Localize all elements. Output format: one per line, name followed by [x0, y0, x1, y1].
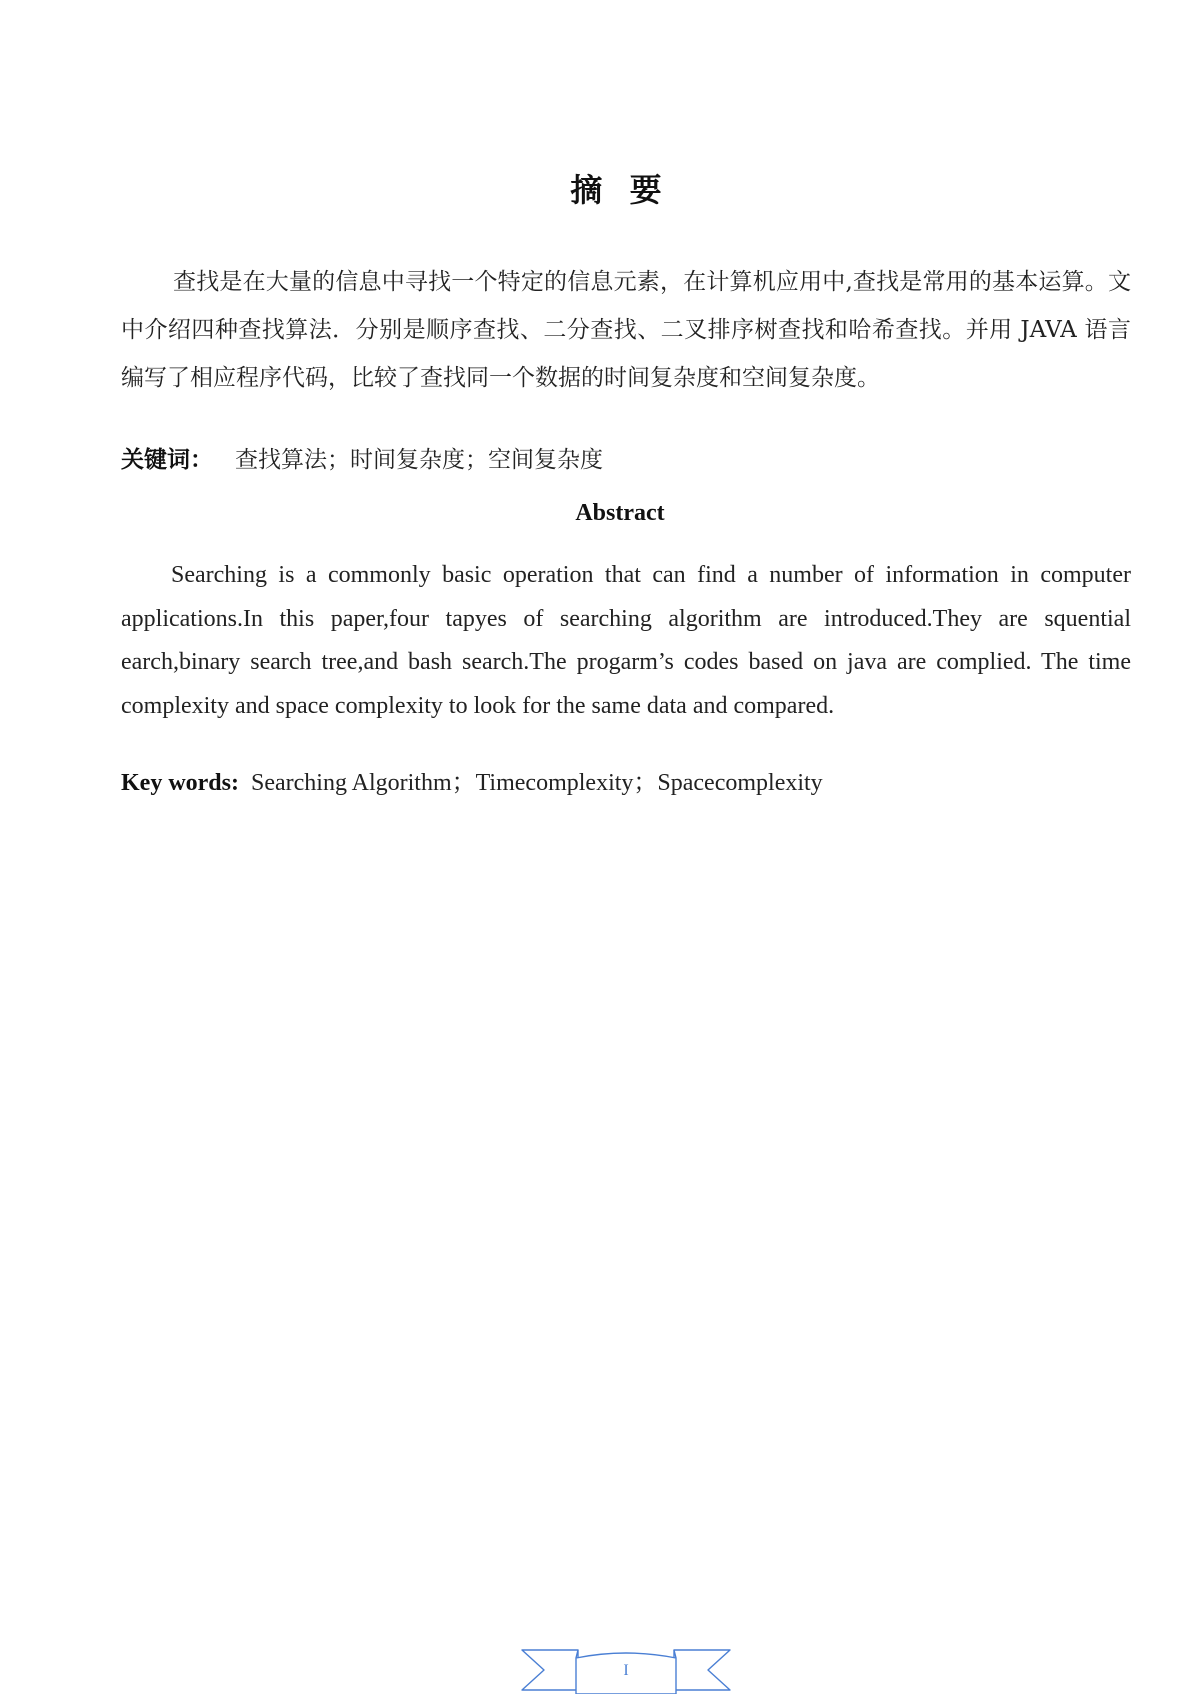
chinese-keywords-label: 关键词： — [121, 447, 213, 473]
chinese-abstract-title: 摘 要 — [570, 171, 670, 209]
chinese-keywords — [121, 441, 603, 474]
page-number: I — [623, 1662, 629, 1679]
english-keywords — [121, 762, 823, 797]
english-abstract-body: Searching is a commonly basic operation that can find a number of information in computer applications.In this paper,four tapyes of searching algorithm are introduced.They are squential earch,binary search tree,and bash search.The progarm’s codes based on java are complied. The time complexity and space complexity to look for the same data and compared. — [121, 562, 1131, 719]
english-keywords-label: Key words: — [121, 770, 239, 796]
chinese-keywords-list: 查找算法；时间复杂度；空间复杂度 — [235, 447, 603, 473]
english-keywords-list: Searching Algorithm；Timecomplexity；Spacecomplexity — [250, 770, 823, 796]
page-number-ribbon — [520, 1646, 732, 1694]
chinese-abstract-body: 查找是在大量的信息中寻找一个特定的信息元素，在计算机应用中,查找是常用的基本运算。文中介绍四种查找算法．分别是顺序查找、二分查找、二叉排序树查找和哈希查找。并用 JAVA 语言编写了相应程序代码，比较了查找同一个数据的时间复杂度和空间复杂度。 — [121, 269, 1131, 391]
english-abstract-title: Abstract — [575, 500, 665, 526]
